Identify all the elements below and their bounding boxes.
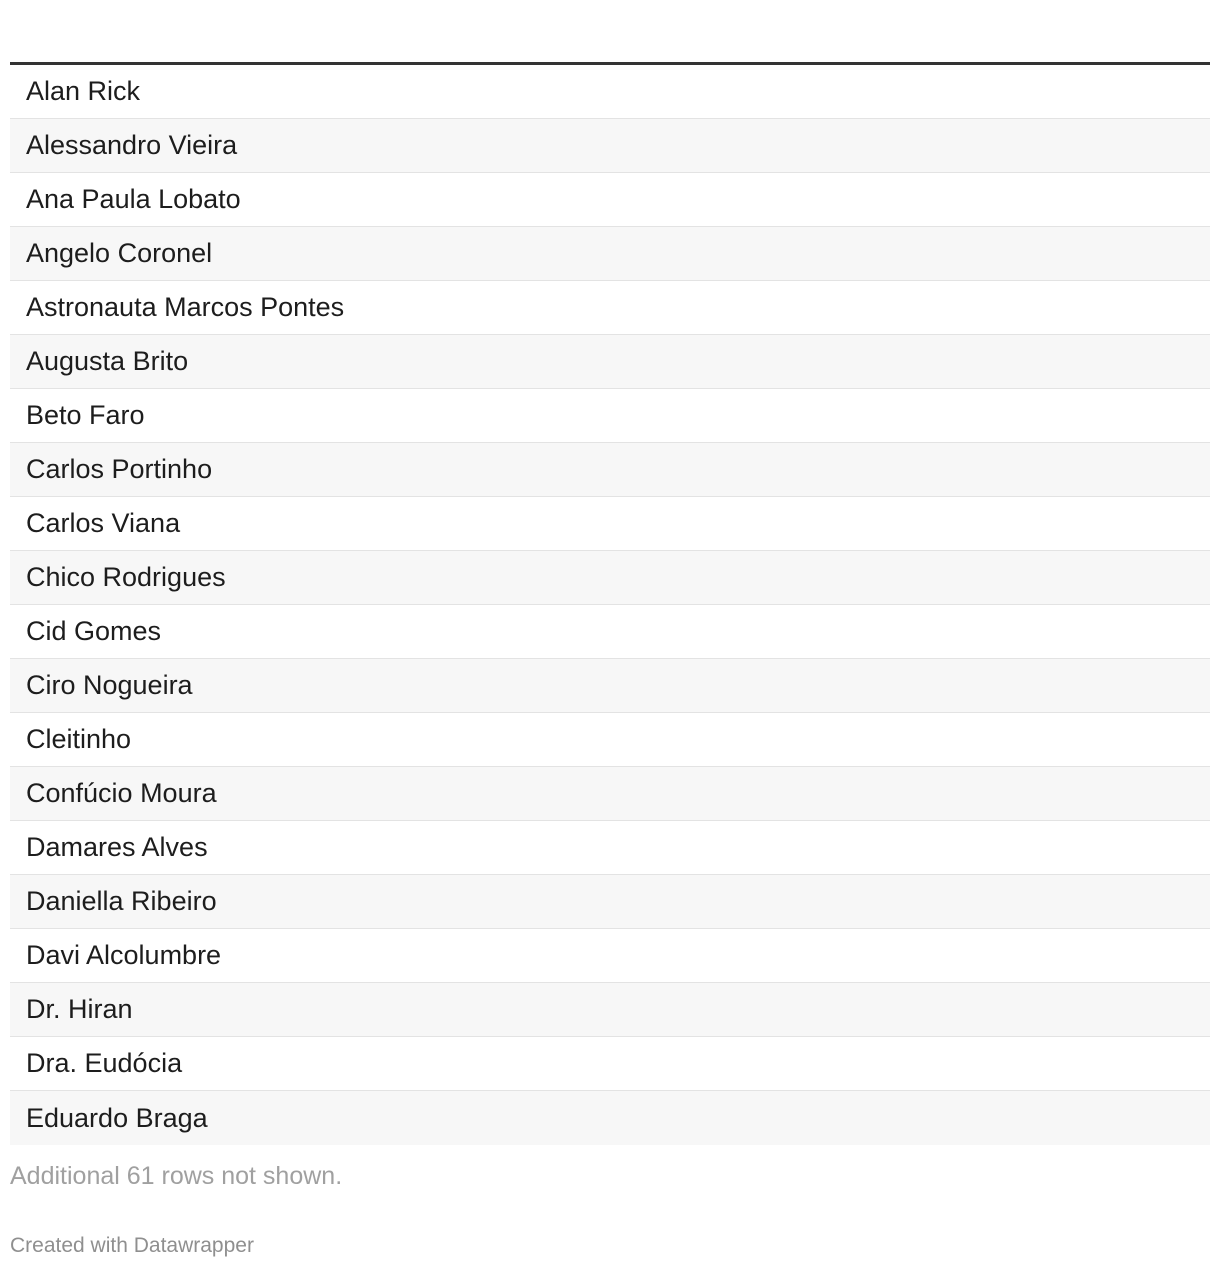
table-row: Cleitinho — [10, 713, 1210, 767]
table-row: Dr. Hiran — [10, 983, 1210, 1037]
table-row: Beto Faro — [10, 389, 1210, 443]
table-row: Cid Gomes — [10, 605, 1210, 659]
table-row: Carlos Viana — [10, 497, 1210, 551]
table-row: Ana Paula Lobato — [10, 173, 1210, 227]
table-row: Angelo Coronel — [10, 227, 1210, 281]
data-table — [10, 62, 1210, 1145]
table-row: Damares Alves — [10, 821, 1210, 875]
table-row: Alan Rick — [10, 65, 1210, 119]
table-row: Eduardo Braga — [10, 1091, 1210, 1145]
table-notes: Additional 61 rows not shown. — [10, 1162, 343, 1190]
table-row: Confúcio Moura — [10, 767, 1210, 821]
table-row: Augusta Brito — [10, 335, 1210, 389]
table-row: Alessandro Vieira — [10, 119, 1210, 173]
datawrapper-credit: Created with Datawrapper — [10, 1234, 254, 1257]
table-row: Astronauta Marcos Pontes — [10, 281, 1210, 335]
table-body — [10, 65, 1210, 1145]
table-row: Daniella Ribeiro — [10, 875, 1210, 929]
table-row: Carlos Portinho — [10, 443, 1210, 497]
table-row: Ciro Nogueira — [10, 659, 1210, 713]
table-row: Chico Rodrigues — [10, 551, 1210, 605]
table-row: Davi Alcolumbre — [10, 929, 1210, 983]
table-row: Dra. Eudócia — [10, 1037, 1210, 1091]
